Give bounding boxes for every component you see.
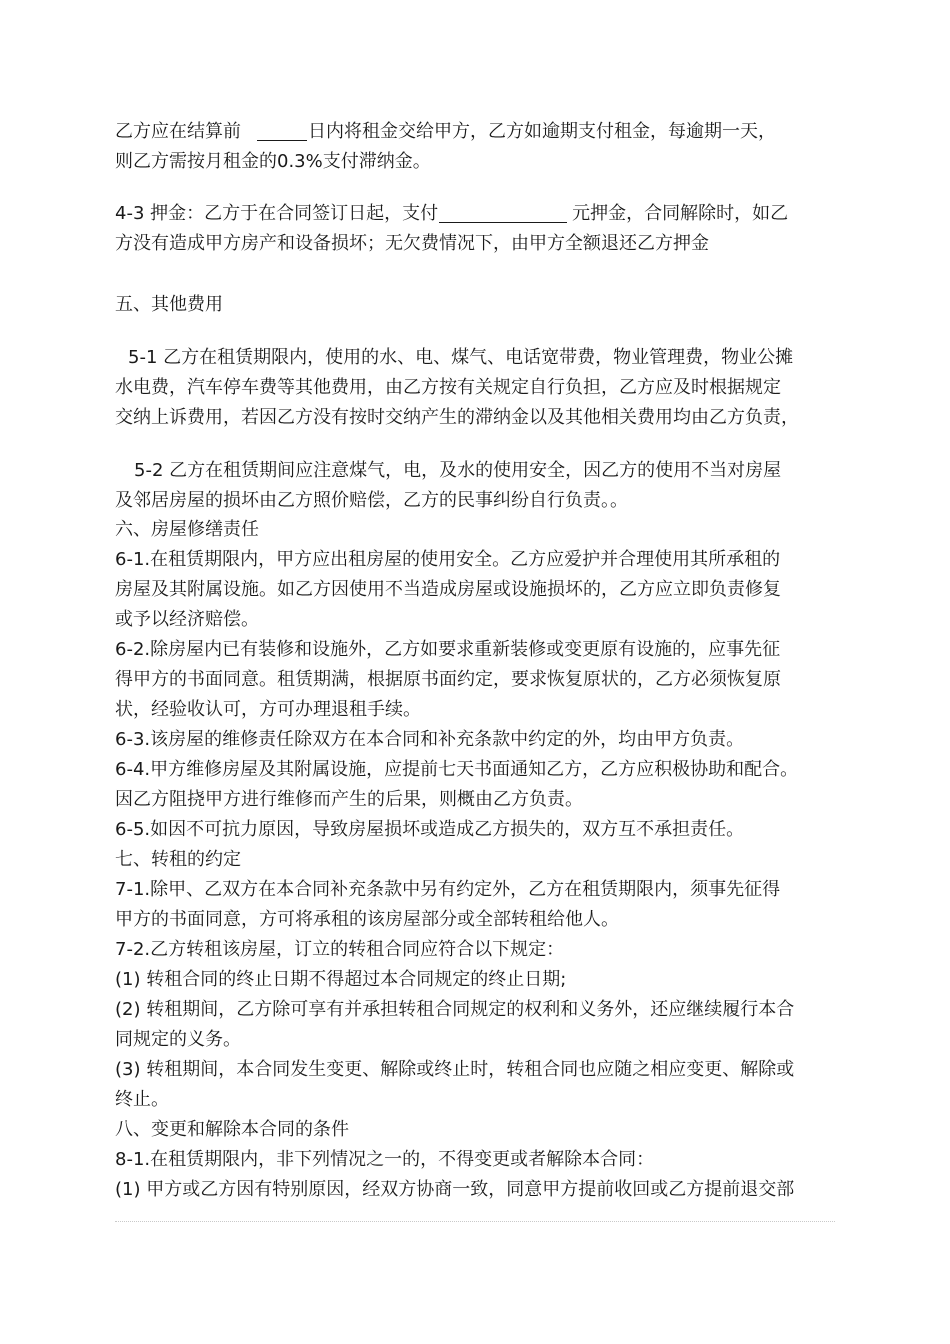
clause-4-3-text-before-blank: 4-3 押金：乙方于在合同签订日起，支付 — [115, 203, 439, 224]
section-8-heading: 八、变更和解除本合同的条件 — [115, 1119, 349, 1140]
days-fill-in-blank — [257, 120, 307, 141]
section-7-heading: 七、转租的约定 — [115, 849, 241, 870]
clause-5-1-line-3: 交纳上诉费用，若因乙方没有按时交纳产生的滞纳金以及其他相关费用均由乙方负责， — [115, 407, 799, 428]
clause-7-2-item-2-line-1: (2) 转租期间，乙方除可享有并承担转租合同规定的权利和义务外，还应继续履行本合 — [115, 999, 795, 1020]
clause-6-1-line-1: 6-1.在租赁期限内，甲方应出租房屋的使用安全。乙方应爱护并合理使用其所承租的 — [115, 549, 781, 570]
clause-7-1-line-2: 甲方的书面同意，方可将承租的该房屋部分或全部转租给他人。 — [115, 909, 619, 930]
clause-4-2-line-1 — [115, 117, 840, 147]
clause-5-1-line-1: 5-1 乙方在租赁期限内，使用的水、电、煤气、电话宽带费，物业管理费，物业公摊 — [128, 347, 794, 368]
clause-7-2-line-1: 7-2.乙方转租该房屋，订立的转租合同应符合以下规定： — [115, 939, 565, 960]
clause-5-2-line-2: 及邻居房屋的损坏由乙方照价赔偿，乙方的民事纠纷自行负责。。 — [115, 490, 628, 511]
clause-5-1-line-2: 水电费，汽车停车费等其他费用，由乙方按有关规定自行负担，乙方应及时根据规定 — [115, 377, 781, 398]
clause-6-1-line-3: 或予以经济赔偿。 — [115, 609, 259, 630]
clause-6-4-line-2: 因乙方阻挠甲方进行维修而产生的后果，则概由乙方负责。 — [115, 789, 583, 810]
clause-4-2-text-after-blank: 日内将租金交给甲方，乙方如逾期支付租金，每逾期一天， — [308, 121, 776, 142]
clause-4-2-text-before-blank: 乙方应在结算前 — [115, 121, 241, 142]
clause-7-2-item-3-line-2: 终止。 — [115, 1089, 169, 1110]
clause-8-1-line-1: 8-1.在租赁期限内，非下列情况之一的，不得变更或者解除本合同： — [115, 1149, 655, 1170]
clause-4-3-text-after-blank: 元押金，合同解除时，如乙 — [572, 203, 789, 224]
page-bottom-divider — [115, 1221, 835, 1222]
clause-6-2-line-3: 状，经验收认可，方可办理退租手续。 — [115, 699, 421, 720]
clause-7-2-item-2-line-2: 同规定的义务。 — [115, 1029, 241, 1050]
clause-5-2-line-1: 5-2 乙方在租赁期间应注意煤气，电，及水的使用安全，因乙方的使用不当对房屋 — [134, 460, 782, 481]
clause-6-1-line-2: 房屋及其附属设施。如乙方因使用不当造成房屋或设施损坏的，乙方应立即负责修复 — [115, 579, 781, 600]
clause-6-3-line-1: 6-3.该房屋的维修责任除双方在本合同和补充条款中约定的外，均由甲方负责。 — [115, 729, 745, 750]
clause-4-2-line-2: 则乙方需按月租金的0.3%支付滞纳金。 — [115, 151, 431, 172]
deposit-fill-in-blank — [439, 202, 567, 223]
clause-8-1-item-1: (1) 甲方或乙方因有特别原因，经双方协商一致，同意甲方提前收回或乙方提前退交部 — [115, 1179, 795, 1200]
clause-6-5-line-1: 6-5.如因不可抗力原因，导致房屋损坏或造成乙方损失的，双方互不承担责任。 — [115, 819, 745, 840]
clause-4-3-line-1 — [115, 199, 840, 229]
section-6-heading: 六、房屋修缮责任 — [115, 519, 259, 540]
section-5-heading: 五、其他费用 — [115, 294, 223, 315]
clause-6-2-line-2: 得甲方的书面同意。租赁期满，根据原书面约定，要求恢复原状的，乙方必须恢复原 — [115, 669, 781, 690]
clause-6-4-line-1: 6-4.甲方维修房屋及其附属设施，应提前七天书面通知乙方，乙方应积极协助和配合。 — [115, 759, 799, 780]
clause-7-2-item-3-line-1: (3) 转租期间，本合同发生变更、解除或终止时，转租合同也应随之相应变更、解除或 — [115, 1059, 795, 1080]
clause-6-2-line-1: 6-2.除房屋内已有装修和设施外，乙方如要求重新装修或变更原有设施的，应事先征 — [115, 639, 781, 660]
clause-4-3-line-2: 方没有造成甲方房产和设备损坏；无欠费情况下，由甲方全额退还乙方押金 — [115, 233, 709, 254]
clause-7-2-item-1: (1) 转租合同的终止日期不得超过本合同规定的终止日期; — [115, 969, 567, 990]
clause-7-1-line-1: 7-1.除甲、乙双方在本合同补充条款中另有约定外，乙方在租赁期限内，须事先征得 — [115, 879, 781, 900]
